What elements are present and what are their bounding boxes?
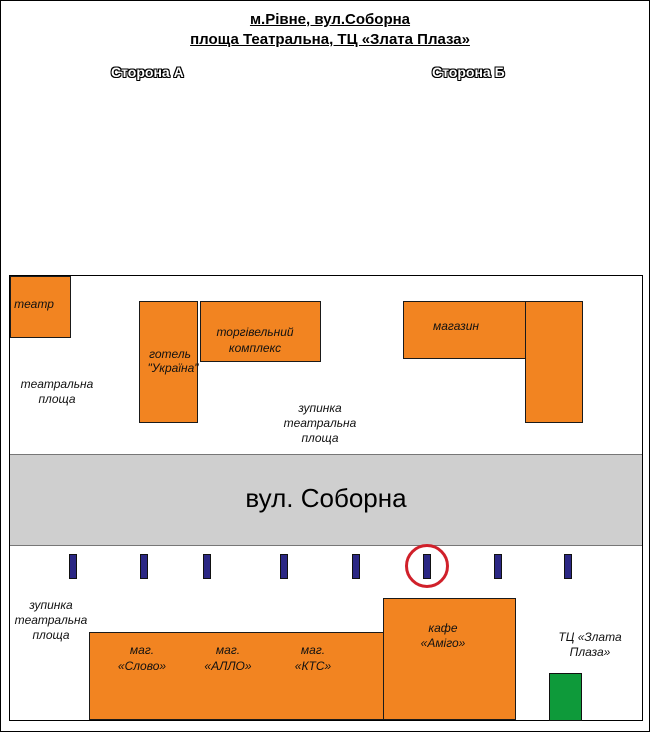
corner-building [525,301,583,423]
cafe-amigo-building [383,598,516,720]
mall-label-line2: комплекс [228,341,282,355]
zlata-plaza-label-line2: Плаза» [569,645,611,659]
shop-label: магазин [433,319,479,333]
billboard-3 [203,554,211,579]
theatre-square-label-line1: театральна [20,377,94,391]
kts-label-line1: маг. [300,643,326,657]
kts-label-line2: «КТС» [294,659,332,673]
slovo-label-line1: маг. [129,643,155,657]
map-title-line1: м.Рівне, вул.Соборна [249,11,411,28]
zlata-plaza-marker [549,673,582,721]
billboard-4 [280,554,288,579]
allo-label-line2: «АЛЛО» [204,659,252,673]
bus-stop-top-line2: театральна [283,416,357,430]
side-b-label: Сторона Б [432,64,505,80]
hotel-label-line2: "Україна" [147,361,199,375]
billboard-7 [494,554,502,579]
theatre-label: театр [14,297,54,311]
billboard-5 [352,554,360,579]
billboard-8 [564,554,572,579]
hotel-label-line1: готель [149,347,191,361]
street-name: вул. Соборна [245,483,407,513]
cafe-label-line1: кафе [428,621,458,635]
billboard-2 [140,554,148,579]
bus-stop-bottom-line2: театральна [14,613,88,627]
map-title-line2: площа Театральна, ТЦ «Злата Плаза» [190,31,470,48]
mall-label-line1: торгівельний [216,325,294,339]
street-road [10,454,642,546]
cafe-label-line2: «Аміго» [420,636,466,650]
bus-stop-bottom-line1: зупинка [29,598,73,612]
theatre-square-label-line2: площа [38,392,76,406]
bus-stop-top-line1: зупинка [298,401,342,415]
side-a-label: Сторона А [111,64,184,80]
zlata-plaza-label-line1: ТЦ «Злата [558,630,622,644]
bus-stop-top-line3: площа [301,431,339,445]
slovo-label-line2: «Слово» [117,659,167,673]
bus-stop-bottom-line3: площа [32,628,70,642]
allo-label-line1: маг. [215,643,241,657]
billboard-1 [69,554,77,579]
selected-location-circle [405,544,449,588]
